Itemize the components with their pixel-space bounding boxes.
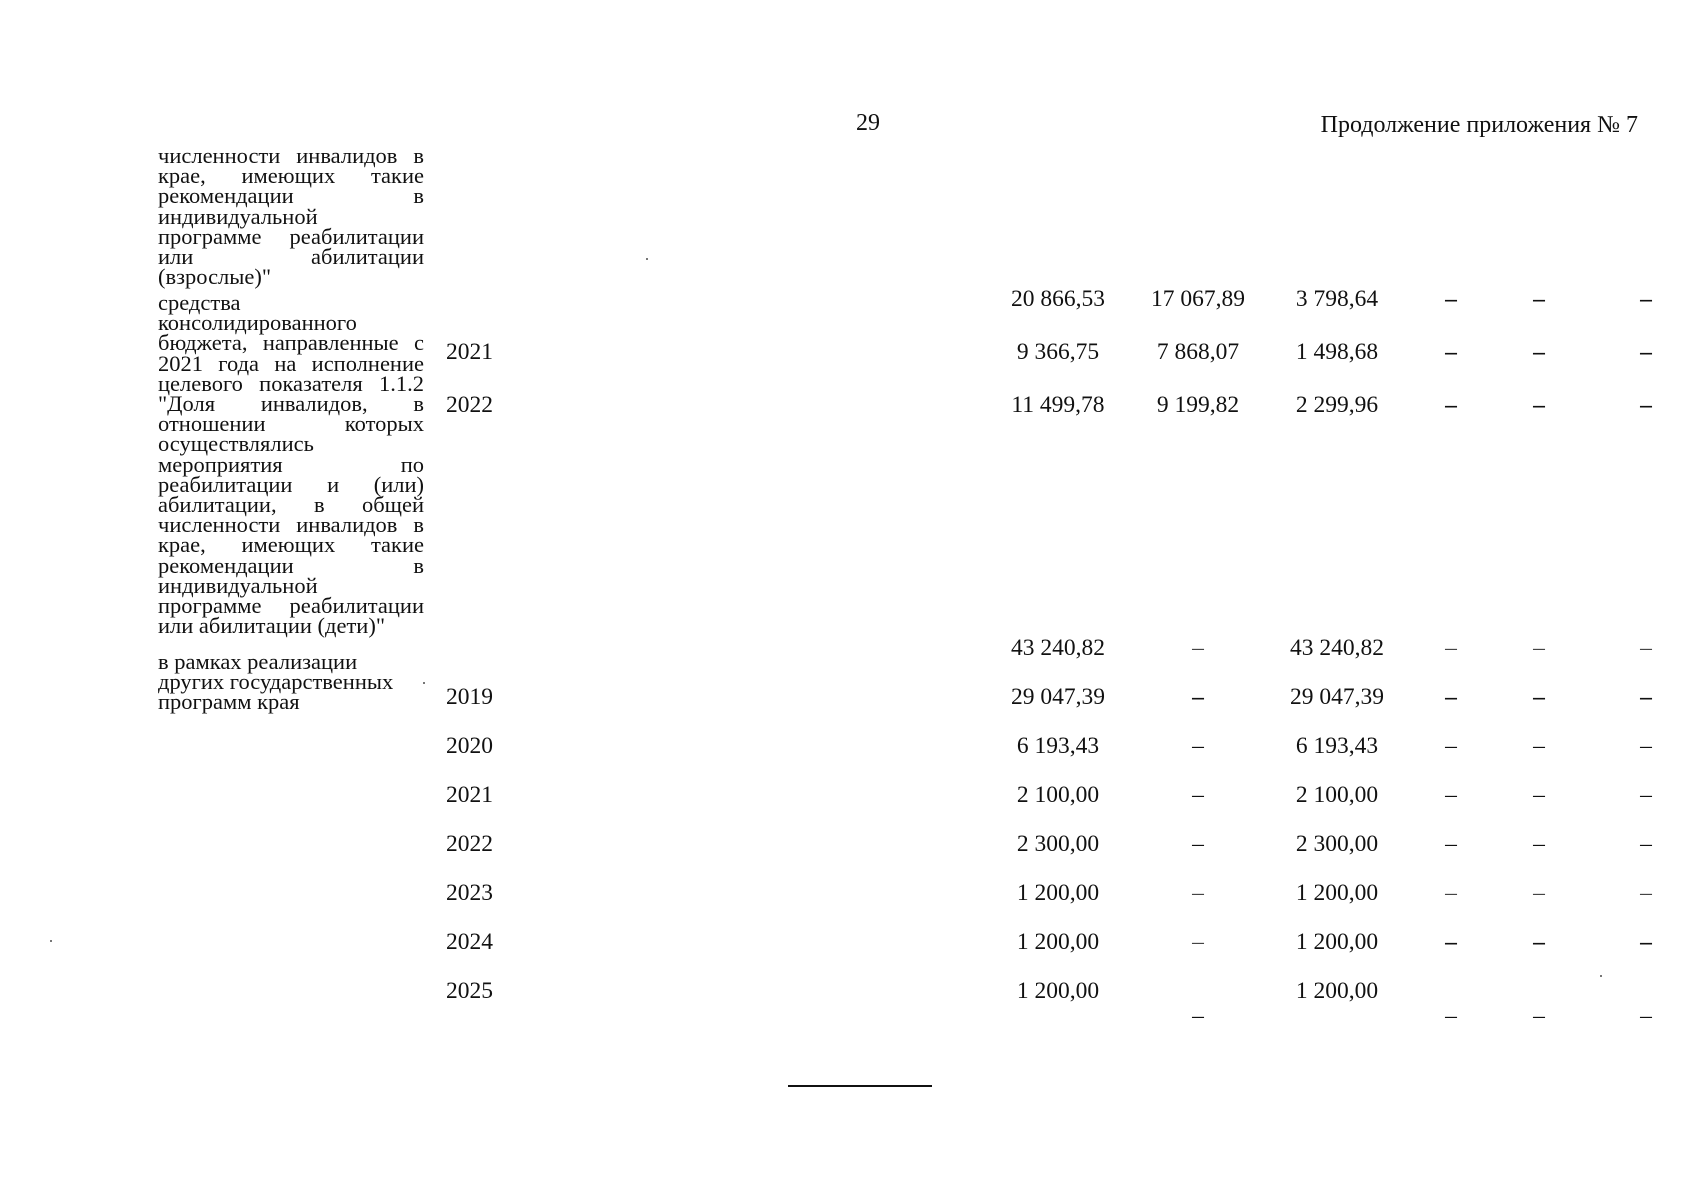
year-cell: 2024: [446, 929, 493, 955]
other-cell: –: [1533, 684, 1545, 710]
regional-cell: 3 798,64: [1295, 286, 1379, 312]
total-cell: 1 200,00: [1016, 880, 1100, 906]
local-cell: –: [1445, 392, 1457, 418]
extra-cell: –: [1640, 392, 1652, 418]
year-cell: 2022: [446, 831, 493, 857]
other-cell: –: [1533, 1003, 1545, 1029]
regional-cell: 2 299,96: [1295, 392, 1379, 418]
total-cell: 1 200,00: [1016, 978, 1100, 1004]
federal-cell: –: [1192, 1003, 1204, 1029]
extra-cell: –: [1640, 635, 1652, 661]
local-cell: –: [1445, 929, 1457, 955]
scan-speck: [50, 940, 52, 942]
row-description: средства консолидированного бюджета, направленные с 2021 года на исполнение целевого показателя 1.1.2 "Доля инвалидов, в отношении которых осуществлялись мероприятия по реабилитации и (или) абилитации, в общей численности инвалидов в крае, имеющих такие рекомендации в индивидуальной программе реабилитации или абилитации (дети)": [158, 290, 424, 639]
local-cell: –: [1445, 635, 1457, 661]
federal-cell: 17 067,89: [1151, 286, 1245, 312]
local-cell: –: [1445, 880, 1457, 906]
federal-cell: 9 199,82: [1156, 392, 1240, 418]
year-cell: 2023: [446, 880, 493, 906]
year-cell: 2021: [446, 339, 493, 365]
extra-cell: –: [1640, 339, 1652, 365]
local-cell: –: [1445, 1003, 1457, 1029]
federal-cell: 7 868,07: [1156, 339, 1240, 365]
other-cell: –: [1533, 831, 1545, 857]
other-cell: –: [1533, 286, 1545, 312]
other-cell: –: [1533, 733, 1545, 759]
local-cell: –: [1445, 733, 1457, 759]
total-cell: 2 100,00: [1016, 782, 1100, 808]
extra-cell: –: [1640, 684, 1652, 710]
total-cell: 20 866,53: [1011, 286, 1105, 312]
regional-cell: 1 498,68: [1295, 339, 1379, 365]
row-description: в рамках реализации других государственных программ края: [158, 649, 394, 715]
local-cell: –: [1445, 782, 1457, 808]
page-number: 29: [856, 110, 880, 136]
year-cell: 2022: [446, 392, 493, 418]
local-cell: –: [1445, 339, 1457, 365]
total-cell: 43 240,82: [1011, 635, 1105, 661]
year-cell: 2019: [446, 684, 493, 710]
extra-cell: –: [1640, 929, 1652, 955]
local-cell: –: [1445, 831, 1457, 857]
other-cell: –: [1533, 929, 1545, 955]
other-cell: –: [1533, 782, 1545, 808]
total-cell: 11 499,78: [1011, 392, 1105, 418]
regional-cell: 1 200,00: [1295, 880, 1379, 906]
regional-cell: 6 193,43: [1295, 733, 1379, 759]
scan-speck: [1600, 975, 1602, 977]
regional-cell: 1 200,00: [1295, 929, 1379, 955]
scan-speck: [646, 258, 648, 260]
federal-cell: –: [1192, 684, 1204, 710]
federal-cell: –: [1192, 782, 1204, 808]
extra-cell: –: [1640, 782, 1652, 808]
regional-cell: 43 240,82: [1290, 635, 1384, 661]
total-cell: 2 300,00: [1016, 831, 1100, 857]
federal-cell: –: [1192, 831, 1204, 857]
year-cell: 2021: [446, 782, 493, 808]
extra-cell: –: [1640, 286, 1652, 312]
local-cell: –: [1445, 286, 1457, 312]
extra-cell: –: [1640, 733, 1652, 759]
year-cell: 2025: [446, 978, 493, 1004]
scan-speck: [423, 682, 425, 684]
total-cell: 6 193,43: [1016, 733, 1100, 759]
total-cell: 1 200,00: [1016, 929, 1100, 955]
other-cell: –: [1533, 635, 1545, 661]
federal-cell: –: [1192, 733, 1204, 759]
extra-cell: –: [1640, 1003, 1652, 1029]
total-cell: 9 366,75: [1016, 339, 1100, 365]
other-cell: –: [1533, 392, 1545, 418]
federal-cell: –: [1192, 880, 1204, 906]
appendix-title: Продолжение приложения № 7: [1320, 112, 1638, 138]
regional-cell: 29 047,39: [1290, 684, 1384, 710]
other-cell: –: [1533, 339, 1545, 365]
footer-rule: [788, 1085, 932, 1087]
regional-cell: 1 200,00: [1295, 978, 1379, 1004]
extra-cell: –: [1640, 880, 1652, 906]
federal-cell: –: [1192, 635, 1204, 661]
other-cell: –: [1533, 880, 1545, 906]
year-cell: 2020: [446, 733, 493, 759]
total-cell: 29 047,39: [1011, 684, 1105, 710]
regional-cell: 2 100,00: [1295, 782, 1379, 808]
extra-cell: –: [1640, 831, 1652, 857]
regional-cell: 2 300,00: [1295, 831, 1379, 857]
federal-cell: –: [1192, 929, 1204, 955]
local-cell: –: [1445, 684, 1457, 710]
row-description: численности инвалидов в крае, имеющих такие рекомендации в индивидуальной программе реабилитации или абилитации (взрослые)": [158, 143, 424, 290]
